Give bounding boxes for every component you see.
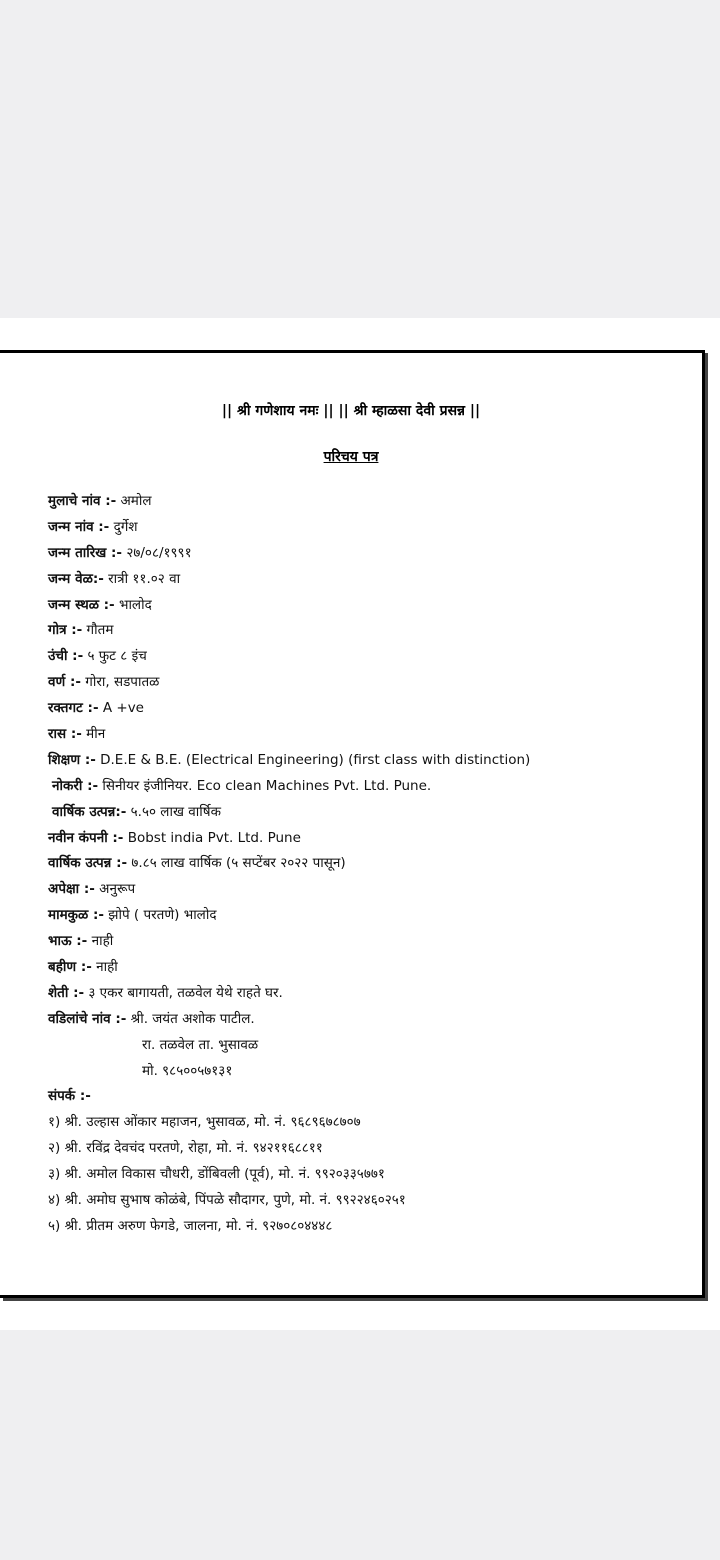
contact-entry: ३) श्री. अमोल विकास चौधरी, डोंबिवली (पूर्व), मो. नं. ९९२०३३५७७१ bbox=[48, 1166, 385, 1183]
invocation-heading: || श्री गणेशाय नमः || || श्री म्हाळसा देवी प्रसन्न || bbox=[221, 403, 481, 419]
field-farm: शेती :- ३ एकर बागायती, तळवेल येथे राहते घर. bbox=[48, 984, 283, 1001]
contact-label: संपर्क :- bbox=[48, 1088, 91, 1105]
field-education: शिक्षण :- D.E.E & B.E. (Electrical Engineering) (first class with distinction) bbox=[48, 751, 531, 768]
field-maternal-family: मामकुळ :- झोपे ( परतणे) भालोद bbox=[48, 907, 217, 924]
field-rashi: रास :- मीन bbox=[48, 726, 106, 743]
field-birth-date: जन्म तारिख :- २७/०८/१९९१ bbox=[48, 544, 192, 561]
field-blood-group: रक्तगट :- A +ve bbox=[48, 700, 144, 717]
field-birth-name: जन्म नांव :- दुर्गेश bbox=[48, 518, 138, 535]
field-sister: बहीण :- नाही bbox=[48, 959, 118, 976]
field-name: मुलाचे नांव :- अमोल bbox=[48, 493, 152, 509]
field-height: उंची :- ५ फुट ८ इंच bbox=[48, 648, 147, 665]
document-border bbox=[0, 350, 705, 1298]
document-page bbox=[0, 318, 720, 1330]
field-new-income: वार्षिक उत्पन्न :- ७.८५ लाख वार्षिक (५ सप्टेंबर २०२२ पासून) bbox=[48, 855, 346, 872]
field-birth-time: जन्म वेळ:- रात्री ११.०२ वा bbox=[48, 570, 181, 587]
field-job: नोकरी :- सिनीयर इंजीनियर. Eco clean Machines Pvt. Ltd. Pune. bbox=[52, 777, 432, 794]
field-annual-income: वार्षिक उत्पन्न:- ५.५० लाख वार्षिक bbox=[52, 803, 221, 820]
field-father-name: वडिलांचे नांव :- श्री. जयंत अशोक पाटील. bbox=[48, 1010, 255, 1027]
document-title: परिचय पत्र bbox=[323, 449, 379, 465]
contact-entry: ४) श्री. अमोघ सुभाष कोळंबे, पिंपळे सौदागर, पुणे, मो. नं. ९९२२४६०२५१ bbox=[48, 1192, 406, 1209]
field-birth-place: जन्म स्थळ :- भालोद bbox=[48, 596, 152, 613]
field-expectation: अपेक्षा :- अनुरूप bbox=[48, 881, 136, 898]
field-complexion: वर्ण :- गोरा, सडपातळ bbox=[48, 674, 160, 691]
contact-entry: २) श्री. रविंद्र देवचंद परतणे, रोहा, मो. नं. ९४२११६८८११ bbox=[48, 1140, 323, 1157]
field-brother: भाऊ :- नाही bbox=[48, 933, 114, 950]
contact-entry: ५) श्री. प्रीतम अरुण फेगडे, जालना, मो. नं. ९२७०८०४४४८ bbox=[48, 1217, 333, 1234]
field-gotra: गोत्र :- गौतम bbox=[48, 622, 114, 639]
field-new-company: नवीन कंपनी :- Bobst india Pvt. Ltd. Pune bbox=[48, 829, 301, 846]
biodata-list bbox=[48, 489, 530, 1240]
phone-line: मो. ९८५००५७१३१ bbox=[142, 1062, 233, 1079]
contact-entry: १) श्री. उल्हास ओंकार महाजन, भुसावळ, मो. नं. ९६८९६७८७०७ bbox=[48, 1114, 361, 1131]
address-line: रा. तळवेल ता. भुसावळ bbox=[142, 1036, 259, 1053]
